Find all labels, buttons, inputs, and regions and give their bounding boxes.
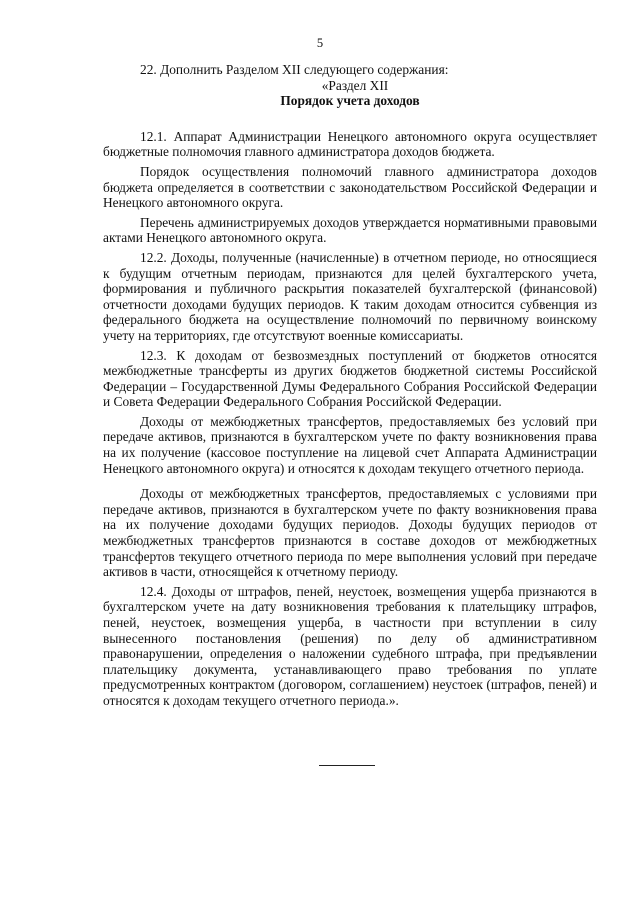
paragraph-transfers-without-conditions: Доходы от межбюджетных трансфертов, предоставляемых без условий при передаче активов, признаются в бухгалтерском учете по факту возникновения права на их получение (кассовое поступление на лицевой счет Аппарата Администрации Ненецкого автономного округа) и относятся к доходам текущего отчетного периода. bbox=[103, 413, 597, 476]
paragraph-procedure: Порядок осуществления полномочий главного администратора доходов бюджета определяется в соответствии с законодательством Российской Федерации и Ненецкого автономного округа. bbox=[103, 163, 597, 211]
section-heading: «Раздел XII bbox=[321, 77, 389, 93]
paragraph-list: Перечень администрируемых доходов утверждается нормативными правовыми актами Ненецкого автономного округа. bbox=[103, 214, 597, 246]
end-divider bbox=[319, 765, 375, 766]
page-number: 5 bbox=[316, 36, 324, 50]
document-body bbox=[103, 62, 597, 713]
paragraph-12-4: 12.4. Доходы от штрафов, пеней, неустоек, возмещения ущерба признаются в бухгалтерском учете на дату возникновения требования к плательщику штрафов, пеней, неустоек, возмещения ущерба, в частности при вступлении в силу вынесенного постановления (решения) по делу об административном правонарушении, определения о наложении судебного штрафа, при предъявлении плательщику документа, устанавливающего право требования по уплате предусмотренных контрактом (договором, соглашением) неустоек (штрафов, пеней) и относятся к доходам текущего отчетного периода.». bbox=[103, 583, 597, 708]
paragraph-transfers-with-conditions: Доходы от межбюджетных трансфертов, предоставляемых с условиями при передаче активов, признаются в бухгалтерском учете по факту возникновения права на их получение доходами будущих периодов. Доходы будущих периодов от межбюджетных трансфертов признаются в составе доходов от межбюджетных трансфертов текущего отчетного периода по мере выполнения условий при передаче активов в части, относящейся к отчетному периоду. bbox=[103, 486, 597, 580]
amendment-intro: 22. Дополнить Разделом XII следующего содержания: bbox=[140, 62, 449, 77]
paragraph-12-1: 12.1. Аппарат Администрации Ненецкого автономного округа осуществляет бюджетные полномочия главного администратора доходов бюджета. bbox=[103, 128, 597, 160]
section-title: Порядок учета доходов bbox=[280, 93, 420, 109]
paragraph-12-2: 12.2. Доходы, полученные (начисленные) в отчетном периоде, но относящиеся к будущим отчетным периодам, признаются для целей бухгалтерского учета, формирования и публичного раскрытия показателей бухгалтерской (финансовой) отчетности доходами будущих периодов. К таким доходам относится субвенция из федерального бюджета на осуществление полномочий по первичному воинскому учету на территориях, где отсутствуют военные комиссариаты. bbox=[103, 249, 597, 343]
paragraph-12-3: 12.3. К доходам от безвозмездных поступлений от бюджетов относятся межбюджетные трансферты из других бюджетов бюджетной системы Российской Федерации – Государственной Думы Федерального Собрания Российской Федерации и Совета Федерации Федерального Собрания Российской Федерации. bbox=[103, 347, 597, 410]
